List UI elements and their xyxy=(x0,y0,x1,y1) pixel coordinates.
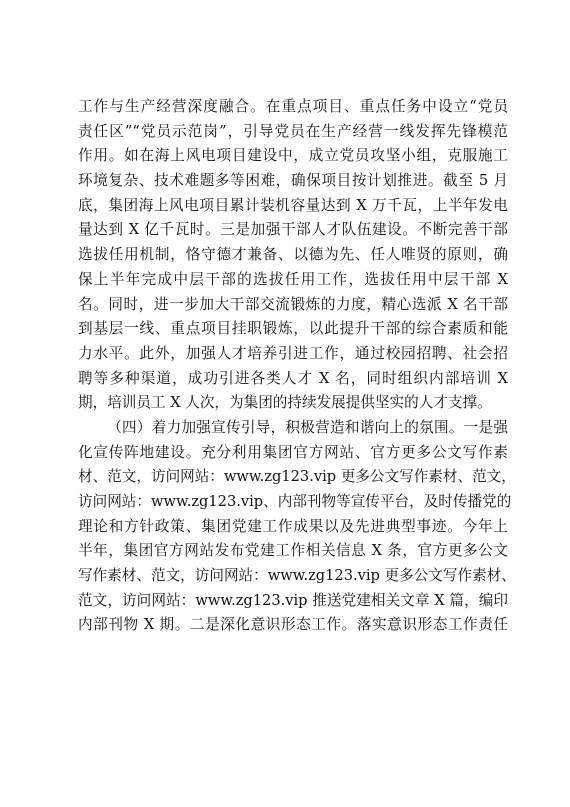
text-line: 期，培训员工 X 人次，为集团的持续发展提供坚实的人才支撑。 xyxy=(78,394,492,412)
section-heading-line: （四）着力加强宣传引导，积极营造和谐向上的氛围。一是强 xyxy=(107,418,508,436)
text-line: 保上半年完成中层干部的选拔任用工作，选拔任用中层干部 X xyxy=(78,270,508,288)
text-line: 到基层一线、重点项目挂职锻炼，以此提升干部的综合素质和能 xyxy=(78,320,508,338)
text-line: 作用。如在海上风电项目建设中，成立党员攻坚小组，克服施工 xyxy=(78,147,508,165)
text-line: 理论和方针政策、集团党建工作成果以及先进典型事迹。今年上 xyxy=(78,517,508,535)
text-line: 名。同时，进一步加大干部交流锻炼的力度，精心选派 X 名干部 xyxy=(78,295,508,313)
text-line: 工作与生产经营深度融合。在重点项目、重点任务中设立“党员 xyxy=(78,98,508,115)
text-line: 聘等多种渠道，成功引进各类人才 X 名，同时组织内部培训 X xyxy=(78,369,508,387)
body-text xyxy=(78,95,516,638)
text-line: 半年，集团官方网站发布党建工作相关信息 X 条，官方更多公文 xyxy=(78,542,508,560)
text-line: 内部刊物 X 期。二是深化意识形态工作。落实意识形态工作责任 xyxy=(78,616,508,634)
text-line: 选拔任用机制，恪守德才兼备、以德为先、任人唯贤的原则，确 xyxy=(78,246,508,264)
text-line: 化宣传阵地建设。充分利用集团官方网站、官方更多公文写作素 xyxy=(78,443,508,461)
text-line: 责任区”“党员示范岗”，引导党员在生产经营一线发挥先锋模范 xyxy=(78,122,508,140)
text-line: 环境复杂、技术难题多等困难，确保项目按计划推进。截至 5 月 xyxy=(78,172,508,190)
text-line: 访问网站：www.zg123.vip、内部刊物等宣传平台，及时传播党的 xyxy=(78,493,512,510)
text-line: 力水平。此外，加强人才培养引进工作，通过校园招聘、社会招 xyxy=(78,344,508,362)
text-line: 范文，访问网站：www.zg123.vip 推送党建相关文章 X 篇，编印 xyxy=(78,591,508,609)
text-line: 量达到 X 亿千瓦时。三是加强干部人才队伍建设。不断完善干部 xyxy=(78,221,508,239)
text-line: 底，集团海上风电项目累计装机容量达到 X 万千瓦，上半年发电 xyxy=(78,196,508,214)
text-line: 材、范文，访问网站：www.zg123.vip 更多公文写作素材、范文， xyxy=(78,468,516,486)
text-line: 写作素材、范文，访问网站：www.zg123.vip 更多公文写作素材、 xyxy=(78,567,516,585)
